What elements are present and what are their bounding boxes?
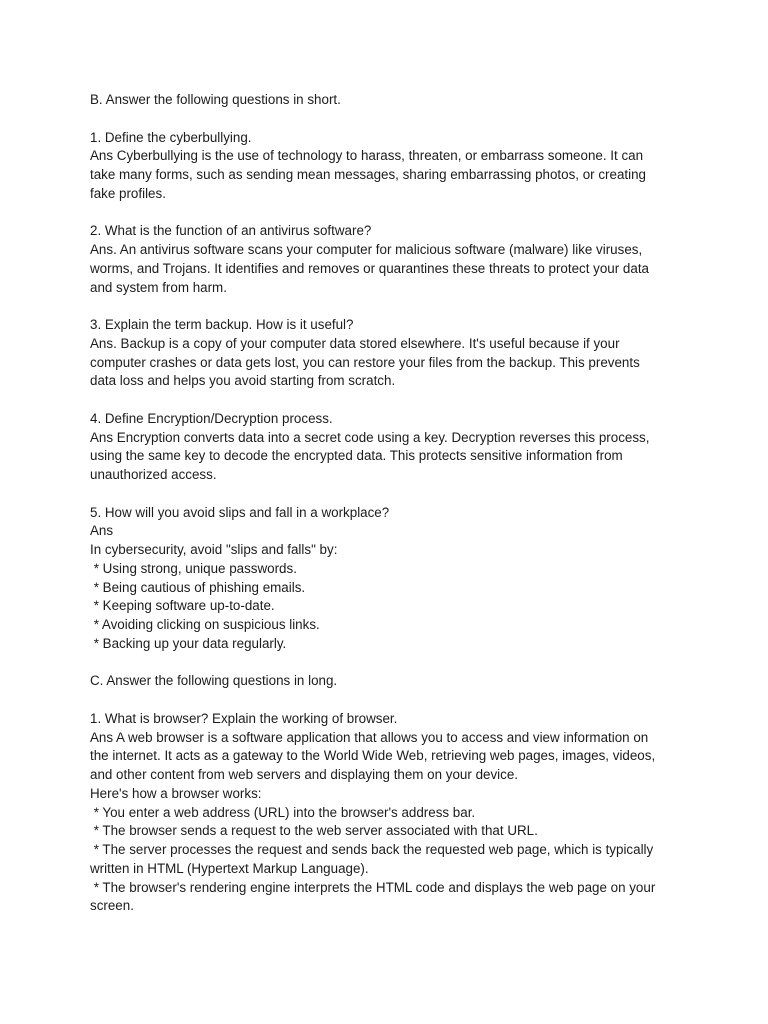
answer-b2-line: worms, and Trojans. It identifies and removes or quarantines these threats to protect your data [90, 260, 649, 276]
answer-b1-line: fake profiles. [90, 185, 166, 201]
answer-b5-bullet: * Keeping software up-to-date. [90, 598, 275, 614]
blank-line [90, 691, 690, 710]
answer-b4-line: Ans Encryption converts data into a secret code using a key. Decryption reverses this process, [90, 429, 650, 445]
answer-b1-line: take many forms, such as sending mean messages, sharing embarrassing photos, or creating [90, 167, 646, 182]
answer-b5-bullet: * Backing up your data regularly. [90, 635, 287, 651]
answer-b5-bullet: * Being cautious of phishing emails. [90, 579, 306, 595]
blank-line [90, 485, 690, 504]
answer-b2-line: and system from harm. [90, 279, 227, 295]
answer-b3-line: data loss and helps you avoid starting from scratch. [90, 373, 396, 389]
question-b1: 1. Define the cyberbullying. [90, 129, 252, 145]
answer-c1-bullet: * The browser's rendering engine interprets the HTML code and displays the web page on your [90, 879, 656, 895]
question-b2: 2. What is the function of an antivirus software? [90, 223, 372, 239]
answer-b3-line: Ans. Backup is a copy of your computer data stored elsewhere. It's useful because if your [90, 335, 620, 351]
question-b3: 3. Explain the term backup. How is it useful? [90, 317, 354, 332]
answer-b2-line: Ans. An antivirus software scans your computer for malicious software (malware) like viruses, [90, 242, 643, 257]
answer-c1-bullet: * The server processes the request and sends back the requested web page, which is typically [90, 842, 654, 857]
answer-b4-line: using the same key to decode the encrypted data. This protects sensitive information from [90, 448, 623, 464]
section-b-heading: B. Answer the following questions in short. [90, 92, 341, 107]
answer-c1-line: Ans A web browser is a software application that allows you to access and view information on [90, 729, 649, 745]
answer-c1-line: and other content from web servers and displaying them on your device. [90, 767, 518, 782]
document-page [90, 91, 690, 916]
answer-c1-line: Here's how a browser works: [90, 785, 262, 801]
answer-b4-line: unauthorized access. [90, 467, 217, 482]
answer-b5-bullet: * Avoiding clicking on suspicious links. [90, 617, 320, 632]
answer-b5-label: Ans [90, 523, 114, 539]
question-b5: 5. How will you avoid slips and fall in a workplace? [90, 504, 390, 520]
question-b4: 4. Define Encryption/Decryption process. [90, 410, 333, 426]
blank-line [90, 110, 690, 129]
answer-c1-bullet: * The browser sends a request to the web server associated with that URL. [90, 823, 538, 839]
answer-c1-line: screen. [90, 898, 134, 914]
answer-b5-bullet: * Using strong, unique passwords. [90, 560, 297, 576]
blank-line [90, 391, 690, 410]
section-c-heading: C. Answer the following questions in long. [90, 673, 338, 689]
blank-line [90, 654, 690, 673]
answer-b5-line: In cybersecurity, avoid "slips and falls" by: [90, 542, 338, 557]
answer-c1-line: written in HTML (Hypertext Markup Language). [90, 860, 369, 876]
answer-b1-line: Ans Cyberbullying is the use of technology to harass, threaten, or embarrass someone. It can [90, 148, 644, 164]
question-c1: 1. What is browser? Explain the working of browser. [90, 710, 398, 726]
answer-c1-line: the internet. It acts as a gateway to the World Wide Web, retrieving web pages, images, videos, [90, 748, 656, 764]
blank-line [90, 297, 690, 316]
answer-b3-line: computer crashes or data gets lost, you can restore your files from the backup. This prevents [90, 354, 640, 370]
answer-c1-bullet: * You enter a web address (URL) into the browser's address bar. [90, 804, 476, 820]
blank-line [90, 204, 690, 223]
